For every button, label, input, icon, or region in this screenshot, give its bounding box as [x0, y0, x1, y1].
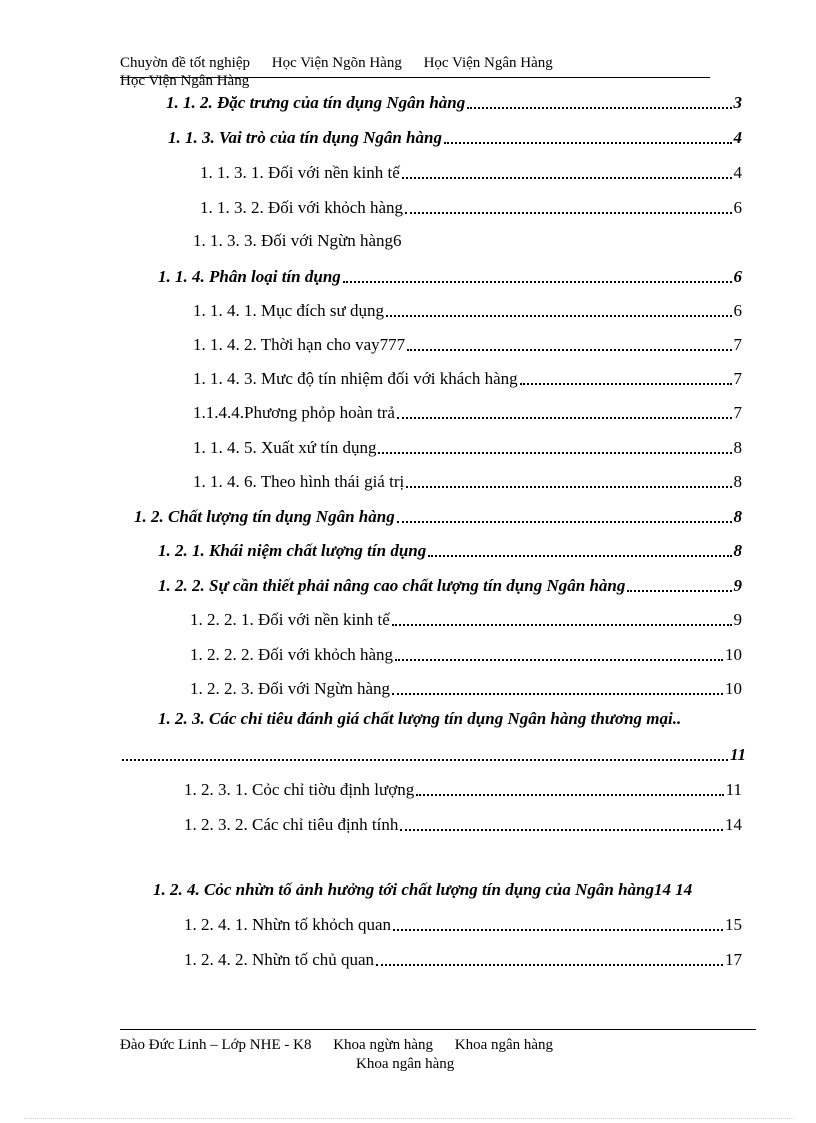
toc-entry-page: 8: [733, 438, 742, 457]
toc-entry[interactable]: [184, 948, 742, 970]
toc-entry-label: 1. 2. 4. 1. Nhừn tố khỏch quan: [184, 915, 392, 934]
toc-entry[interactable]: [193, 470, 742, 492]
header-text: Học Viện Ngân Hàng: [120, 73, 250, 89]
toc-entry-label: 1. 2. Chất lượng tín dụng Ngân hàng: [134, 507, 395, 526]
dot-leader: [122, 758, 728, 761]
page-footer: [120, 1036, 571, 1074]
dot-leader: [405, 211, 731, 214]
toc-entry[interactable]: [193, 367, 742, 389]
toc-entry[interactable]: [166, 91, 742, 113]
header-text: Chuyờn đề tốt nghiệp: [120, 55, 251, 71]
page-header: [120, 54, 720, 90]
dot-leader: [444, 141, 732, 144]
dot-leader: [392, 623, 732, 626]
dot-leader: [397, 520, 732, 523]
toc-entry[interactable]: [193, 333, 742, 355]
toc-entry[interactable]: [184, 913, 742, 935]
toc-entry[interactable]: [193, 401, 742, 423]
toc-entry-label: 1. 1. 4. 6. Theo hình thái giá trị: [193, 472, 405, 491]
toc-entry-label: 1. 2. 2. 2. Đối với khỏch hàng: [190, 645, 394, 664]
toc-entry-label: 1. 2. 1. Khái niệm chất lượng tín dụng: [158, 541, 427, 560]
header-text: Học Viện Ngân Hàng: [423, 55, 553, 71]
page-bottom-border: [24, 1118, 794, 1119]
dot-leader: [416, 793, 723, 796]
dot-leader: [627, 589, 731, 592]
footer-text: Khoa ngân hàng: [356, 1056, 455, 1072]
toc-entry-page: 6: [733, 301, 742, 320]
toc-entry-page: 8: [733, 507, 742, 526]
header-divider: [120, 77, 710, 78]
toc-entry-page: 8: [733, 472, 742, 491]
toc-entry-page: 4: [733, 128, 742, 147]
toc-entry-page: 11: [725, 780, 742, 799]
dot-leader: [392, 692, 723, 695]
toc-entry[interactable]: [190, 677, 742, 699]
toc-entry-page: 11: [729, 745, 746, 764]
toc-entry-page: 8: [733, 541, 742, 560]
dot-leader: [520, 382, 732, 385]
toc-entry-label: 1. 1. 4. 1. Mục đích sư dụng: [193, 301, 385, 320]
toc-entry-label: 1. 2. 2. 3. Đối với Ngừn hàng: [190, 679, 390, 698]
toc-entry[interactable]: [158, 539, 742, 561]
dot-leader: [343, 280, 732, 283]
toc-entry-continuation[interactable]: [120, 743, 746, 765]
dot-leader: [402, 176, 732, 179]
dot-leader: [376, 963, 723, 966]
toc-entry[interactable]: [134, 505, 742, 527]
toc-entry-label: 1. 1. 4. Phân loại tín dụng: [158, 267, 341, 286]
toc-entry[interactable]: [200, 196, 742, 218]
header-row: [120, 54, 720, 72]
dot-leader: [400, 828, 723, 831]
toc-entry-label: 1. 1. 3. Vai trò của tín dụng Ngân hàng: [168, 128, 442, 147]
toc-entry-label: 1.1.4.4.Phương phỏp hoàn trả: [193, 403, 395, 422]
dot-leader: [428, 554, 731, 557]
toc-entry-page: 14: [725, 815, 742, 834]
toc-entry[interactable]: [200, 161, 742, 183]
footer-row: [120, 1036, 571, 1055]
toc-entry[interactable]: [158, 574, 742, 596]
toc-entry-page: 4: [733, 163, 742, 182]
dot-leader: [407, 348, 731, 351]
dot-leader: [393, 928, 723, 931]
toc-entry-page: 6: [733, 198, 742, 217]
toc-entry-label: 1. 2. 3. 1. Cỏc chỉ tiờu định lượng: [184, 780, 415, 799]
toc-entry[interactable]: [158, 708, 681, 730]
toc-entry[interactable]: [193, 436, 742, 458]
toc-entry[interactable]: [153, 879, 692, 901]
toc-entry[interactable]: [184, 813, 742, 835]
toc-entry[interactable]: [193, 230, 402, 252]
dot-leader: [406, 485, 731, 488]
toc-entry-page: 3: [733, 93, 742, 112]
toc-entry[interactable]: [190, 643, 742, 665]
footer-text: Khoa ngân hàng: [454, 1037, 554, 1053]
footer-divider: [120, 1029, 756, 1030]
footer-text: Đào Đức Linh – Lớp NHE - K8: [120, 1037, 312, 1053]
toc-entry[interactable]: [158, 265, 742, 287]
dot-leader: [378, 451, 731, 454]
toc-entry-label: 1. 2. 4. 2. Nhừn tố chủ quan: [184, 950, 375, 969]
toc-entry-label: 1. 1. 3. 1. Đối với nền kinh tế: [200, 163, 400, 182]
toc-entry-label: 1. 2. 3. Các chỉ tiêu đánh giá chất lượng tín dụng Ngân hàng thương mại..: [158, 709, 682, 728]
toc-entry[interactable]: [190, 608, 742, 630]
toc-entry[interactable]: [168, 126, 742, 148]
toc-entry-label: 1. 2. 2. 1. Đối với nền kinh tế: [190, 610, 390, 629]
toc-entry-page: 7: [733, 403, 742, 422]
toc-entry-label: 1. 1. 2. Đặc trưng của tín dụng Ngân hàng: [166, 93, 466, 112]
toc-entry-label: 1. 2. 2. Sự cần thiết phải nâng cao chất lượng tín dụng Ngân hàng: [158, 576, 626, 595]
toc-entry-page: 10: [725, 679, 742, 698]
toc-entry-label: 1. 1. 4. 5. Xuất xứ tín dụng: [193, 438, 377, 457]
toc-entry-page: 7: [733, 335, 742, 354]
toc-entry-page: 9: [733, 576, 742, 595]
toc-entry-label: 1. 1. 3. 2. Đối với khỏch hàng: [200, 198, 404, 217]
dot-leader: [397, 416, 732, 419]
dot-leader: [395, 658, 723, 661]
toc-entry-label: 1. 1. 4. 3. Mưc độ tín nhiệm đối với khách hàng: [193, 369, 518, 388]
toc-entry-page: 10: [725, 645, 742, 664]
toc-entry-page: 15: [725, 915, 742, 934]
footer-text: Khoa ngừn hàng: [333, 1037, 433, 1053]
toc-entry-label: 1. 1. 3. 3. Đối với Ngừn hàng6: [193, 231, 402, 250]
toc-entry-page: 17: [725, 950, 742, 969]
toc-entry-label: 1. 1. 4. 2. Thời hạn cho vay777: [193, 335, 406, 354]
toc-entry-page: 7: [733, 369, 742, 388]
toc-entry-label: 1. 2. 3. 2. Các chỉ tiêu định tính: [184, 815, 399, 834]
dot-leader: [386, 314, 731, 317]
header-text: Học Viện Ngõn Hàng: [271, 55, 402, 71]
toc-entry-label: 1. 2. 4. Cỏc nhừn tố ảnh hưởng tới chất lượng tín dụng của Ngân hàng14 14: [153, 880, 693, 899]
toc-entry-page: 6: [733, 267, 742, 286]
toc-entry-page: 9: [733, 610, 742, 629]
dot-leader: [467, 106, 731, 109]
toc-entry[interactable]: [184, 778, 742, 800]
toc-entry[interactable]: [193, 299, 742, 321]
